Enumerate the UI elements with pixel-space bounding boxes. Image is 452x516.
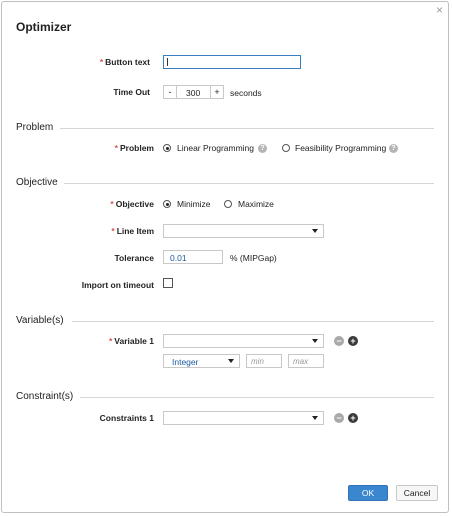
time-out-increment-button[interactable]: + [210,85,224,99]
feasibility-programming-help-icon[interactable]: ? [389,144,398,153]
chevron-down-icon [312,229,318,233]
chevron-down-icon [228,359,234,363]
constraints-section-title: Constraint(s) [16,391,74,402]
constraints-1-label: Constraints 1 [99,413,154,423]
problem-label: * Problem [114,143,154,153]
minimize-radio[interactable] [163,200,171,208]
import-on-timeout-label: Import on timeout [81,280,154,290]
remove-constraint-icon[interactable]: − [334,413,344,423]
problem-divider [60,128,434,129]
maximize-label[interactable]: Maximize [238,199,274,209]
variable-min-input[interactable]: min [246,354,282,368]
button-text-input[interactable] [163,55,301,69]
time-out-label: Time Out [113,87,150,97]
maximize-radio[interactable] [224,200,232,208]
variable-1-select[interactable] [163,334,324,348]
tolerance-unit: % (MIPGap) [230,253,277,263]
variable-type-select[interactable]: Integer [163,354,240,368]
problem-section-title: Problem [16,122,54,133]
remove-variable-icon[interactable]: − [334,336,344,346]
dialog-title: Optimizer [16,20,72,34]
tolerance-label: Tolerance [114,253,154,263]
add-variable-icon[interactable]: + [348,336,358,346]
tolerance-input[interactable]: 0.01 [163,250,223,264]
constraints-1-select[interactable] [163,411,324,425]
import-on-timeout-checkbox[interactable] [163,278,173,288]
time-out-decrement-button[interactable]: - [163,85,177,99]
objective-section-title: Objective [16,177,58,188]
line-item-select[interactable] [163,224,324,238]
line-item-label: * Line Item [111,226,154,236]
chevron-down-icon [312,339,318,343]
variables-divider [72,321,434,322]
close-icon[interactable]: × [435,3,443,17]
time-out-input[interactable]: 300 [176,85,211,99]
text-cursor [167,58,168,66]
objective-label: * Objective [110,199,154,209]
feasibility-programming-label[interactable]: Feasibility Programming [295,143,387,153]
objective-divider [64,183,434,184]
variable-max-input[interactable]: max [288,354,324,368]
linear-programming-radio[interactable] [163,144,171,152]
chevron-down-icon [312,416,318,420]
minimize-label[interactable]: Minimize [177,199,211,209]
feasibility-programming-radio[interactable] [282,144,290,152]
time-out-unit: seconds [230,88,262,98]
variables-section-title: Variable(s) [16,315,64,326]
add-constraint-icon[interactable]: + [348,413,358,423]
ok-button[interactable]: OK [348,485,388,501]
cancel-button[interactable]: Cancel [396,485,438,501]
linear-programming-help-icon[interactable]: ? [258,144,267,153]
button-text-label: * Button text [99,57,150,67]
constraints-divider [80,397,434,398]
linear-programming-label[interactable]: Linear Programming [177,143,255,153]
variable-1-label: * Variable 1 [108,336,154,346]
optimizer-dialog [1,1,449,513]
